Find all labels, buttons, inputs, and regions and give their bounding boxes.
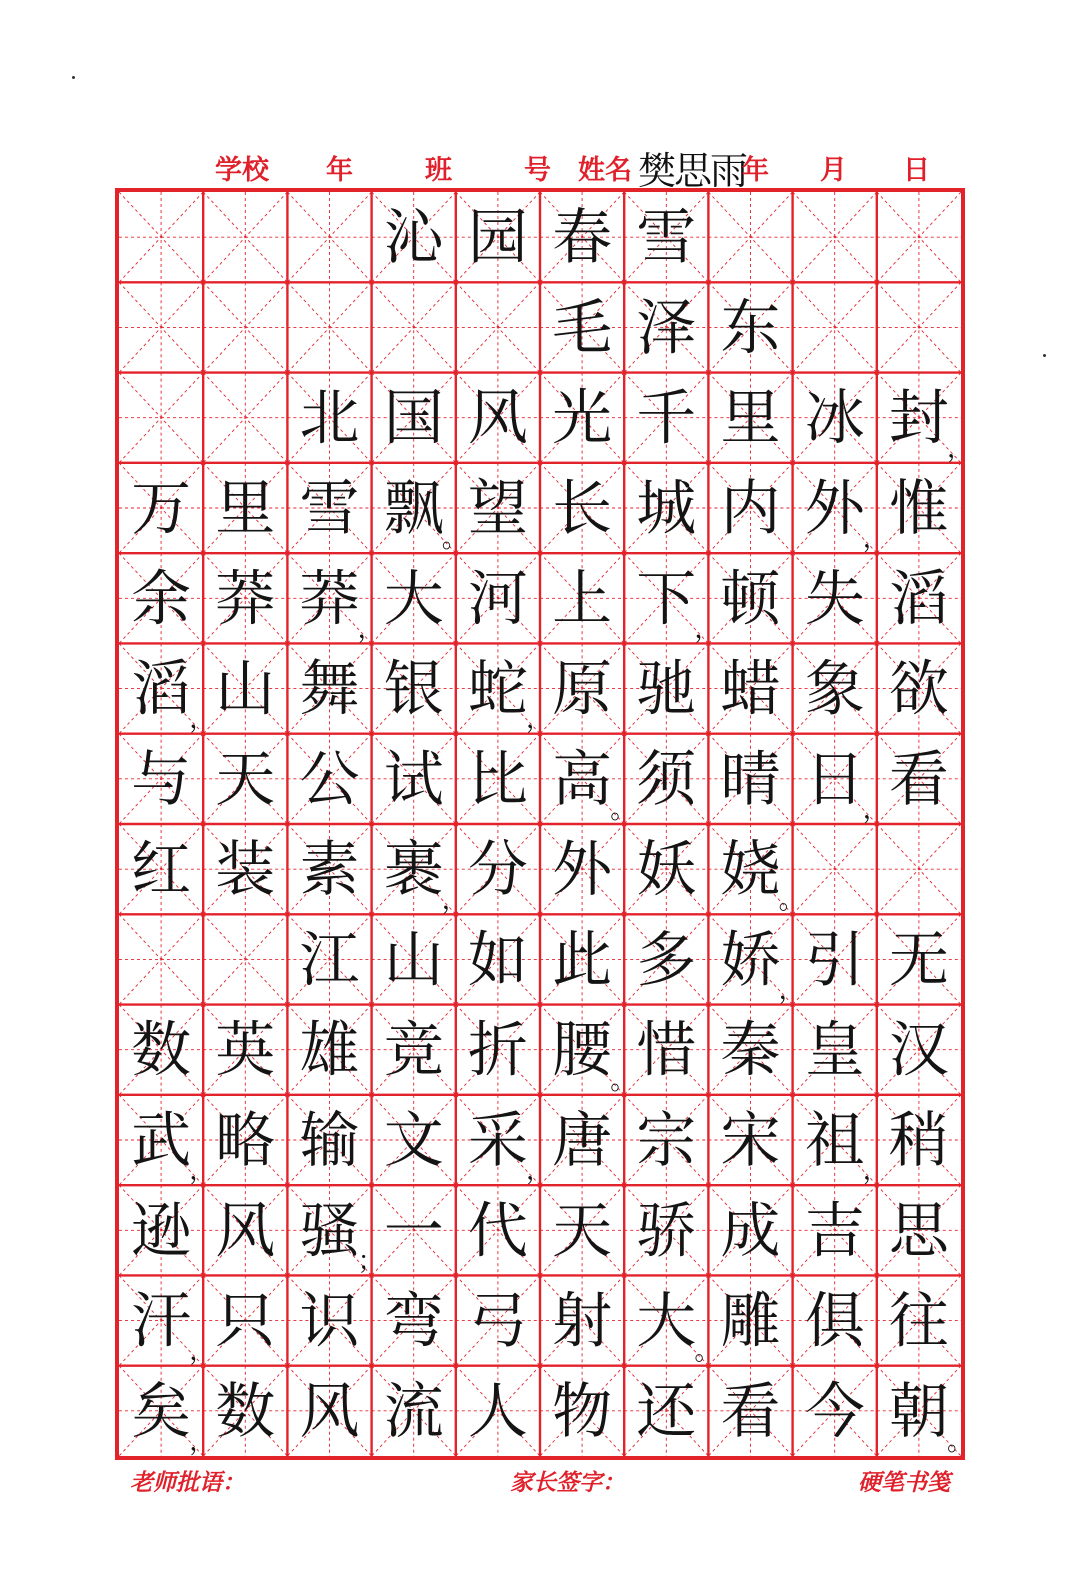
punctuation-mark: ，: [526, 1156, 553, 1187]
grid-character: 娆: [720, 835, 781, 906]
grid-character: 朝: [888, 1376, 949, 1447]
grid-character: 腰: [552, 1015, 613, 1086]
speck: [72, 76, 75, 79]
grid-guides: [119, 192, 961, 1456]
grid-character: 蛇: [467, 654, 528, 725]
grid-character: 看: [720, 1376, 781, 1447]
grid-character: 莽: [215, 564, 276, 635]
grid-character: 顿: [720, 564, 781, 635]
grid-character: 公: [299, 744, 360, 815]
grid-character: 高: [552, 744, 613, 815]
grid-character: 采: [467, 1106, 528, 1176]
grid-character: 数: [215, 1376, 276, 1447]
grid-character: 冰: [804, 383, 865, 454]
grid-character: 输: [299, 1106, 360, 1176]
grid-character: 外: [552, 835, 613, 906]
grid-character: 毛: [552, 293, 613, 364]
grid-character: 雪: [636, 203, 697, 274]
grid-character: 唐: [552, 1106, 613, 1176]
grid-character: 文: [383, 1106, 444, 1176]
writing-grid: [115, 188, 974, 1460]
punctuation-mark: ，: [694, 614, 721, 645]
grid-character: 往: [888, 1286, 949, 1357]
teacher-comment-label: 老师批语：: [130, 1469, 245, 1496]
grid-character: 山: [215, 654, 276, 725]
grid-character: 与: [131, 744, 192, 815]
grid-character: 试: [383, 744, 444, 815]
grid-character: 光: [552, 383, 613, 454]
grid-character: 园: [467, 203, 528, 274]
grid-character: 失: [804, 564, 865, 635]
grid-character: 欲: [888, 654, 949, 725]
punctuation-mark: ，: [189, 704, 216, 735]
speck: [1043, 354, 1046, 357]
grid-character: 矣: [131, 1376, 192, 1447]
grid-character: 天: [215, 744, 276, 815]
name-label: 姓名: [578, 155, 632, 186]
grid-character: 思: [888, 1196, 949, 1267]
grid-character: 飘: [383, 474, 444, 544]
grid-character: 余: [131, 564, 192, 635]
grid-character: 俱: [804, 1286, 865, 1357]
grid-character: 娇: [720, 925, 781, 996]
grid-character: 河: [467, 564, 528, 635]
grid-character: 略: [215, 1106, 276, 1176]
grid-character: 一: [383, 1196, 444, 1267]
grid-character: 日: [804, 744, 865, 815]
grid-character: 皇: [804, 1015, 865, 1086]
grid-character: 沁: [383, 203, 444, 274]
number-label: 号: [524, 155, 551, 186]
grid-character: 英: [215, 1015, 276, 1086]
grid-character: 滔: [131, 654, 192, 725]
grid-character: 风: [467, 383, 528, 454]
grid-character: 引: [804, 925, 865, 996]
grid-character: 千: [636, 383, 697, 454]
grid-character: 无: [888, 925, 949, 996]
grid-character: 城: [636, 474, 697, 544]
grid-character: 莽: [299, 564, 360, 635]
grid-character: 比: [467, 744, 528, 815]
grid-character: 晴: [720, 744, 781, 815]
grid-character: 今: [804, 1376, 865, 1447]
grid-character: 须: [636, 744, 697, 815]
grid-character: 山: [383, 925, 444, 996]
grid-character: 物: [552, 1376, 613, 1447]
punctuation-mark: ，: [862, 524, 889, 555]
grid-character: 江: [299, 925, 360, 996]
grid-character: 射: [552, 1286, 613, 1357]
grid-character: 国: [383, 383, 444, 454]
grid-character: 裹: [383, 835, 444, 906]
grid-character: 下: [636, 564, 697, 635]
grid-character: 秦: [720, 1015, 781, 1086]
mizige-grid: [119, 192, 974, 1457]
grid-character: 封: [888, 383, 949, 454]
grid-character: 汉: [888, 1015, 949, 1086]
grid-character: 望: [467, 474, 528, 544]
grid-character: 雪: [299, 474, 360, 544]
grid-character: 骄: [636, 1196, 697, 1267]
grid-character: 还: [636, 1376, 697, 1447]
grid-character: 宗: [636, 1106, 697, 1176]
grid-character: 弓: [467, 1286, 528, 1357]
student-name: 樊思雨: [638, 149, 747, 193]
punctuation-mark: ，: [441, 885, 468, 916]
punctuation-mark: ，: [189, 1156, 216, 1187]
grid-character: 舞: [299, 654, 360, 725]
grid-character: 红: [131, 835, 192, 906]
grid-character: 祖: [804, 1106, 865, 1176]
punctuation-mark: ，: [862, 1156, 889, 1187]
grid-character: 大: [383, 564, 444, 635]
punctuation-mark: ，: [778, 975, 805, 1006]
day-label: 日: [903, 155, 930, 186]
punctuation-mark: 。: [610, 1065, 637, 1096]
punctuation-mark: 。: [441, 524, 468, 555]
grid-character: 如: [467, 925, 528, 996]
grid-character: 象: [804, 654, 865, 725]
grid-character: 稍: [888, 1106, 949, 1176]
grid-character: 数: [131, 1015, 192, 1086]
grid-character: 蜡: [720, 654, 781, 725]
grid-character: 骚: [299, 1196, 360, 1267]
punctuation-mark: ，: [862, 795, 889, 825]
grid-character: 流: [383, 1376, 444, 1447]
punctuation-mark: ，: [947, 433, 974, 464]
grid-character: 大: [636, 1286, 697, 1357]
grid-character: 此: [552, 925, 613, 996]
grid-character: 汗: [131, 1286, 192, 1357]
grid-character: 天: [552, 1196, 613, 1267]
punctuation-mark: ；: [357, 1246, 384, 1277]
grid-character: 只: [215, 1286, 276, 1357]
grid-character: 内: [720, 474, 781, 544]
grid-character: 人: [467, 1376, 528, 1447]
punctuation-mark: 。: [610, 795, 637, 825]
grid-character: 春: [552, 203, 613, 274]
grid-character: 惜: [636, 1015, 697, 1086]
sheet-footer: [0, 1460, 1080, 1510]
grade-label: 年: [326, 155, 353, 186]
punctuation-mark: ，: [357, 614, 384, 645]
punctuation-mark: ，: [189, 1427, 216, 1457]
grid-character: 外: [804, 474, 865, 544]
punctuation-mark: 。: [947, 1427, 974, 1457]
grid-character: 装: [215, 835, 276, 906]
grid-character: 里: [720, 383, 781, 454]
year-label: 年: [742, 155, 769, 186]
grid-character: 风: [299, 1376, 360, 1447]
grid-character: 银: [383, 654, 444, 725]
grid-character: 里: [215, 474, 276, 544]
grid-character: 风: [215, 1196, 276, 1267]
grid-character: 素: [299, 835, 360, 906]
grid-character: 逊: [131, 1196, 192, 1267]
parent-signature-label: 家长签字：: [510, 1469, 625, 1496]
grid-character: 驰: [636, 654, 697, 725]
grid-character: 滔: [888, 564, 949, 635]
grid-character: 弯: [383, 1286, 444, 1357]
grid-character: 看: [888, 744, 949, 815]
grid-character: 妖: [636, 835, 697, 906]
punctuation-mark: 。: [778, 885, 805, 916]
grid-character: 武: [131, 1106, 192, 1176]
grid-character: 东: [720, 293, 781, 364]
grid-character: 雕: [720, 1286, 781, 1357]
sheet-header: [0, 140, 1080, 193]
grid-character: 代: [467, 1196, 528, 1267]
grid-character: 万: [131, 474, 192, 544]
grid-character: 北: [299, 383, 360, 454]
punctuation-mark: ，: [189, 1336, 216, 1367]
grid-character: 成: [720, 1196, 781, 1267]
grid-character: 泽: [636, 293, 697, 364]
month-label: 月: [820, 155, 847, 186]
grid-character: 原: [552, 654, 613, 725]
grid-character: 长: [552, 474, 613, 544]
punctuation-mark: ，: [526, 704, 553, 735]
grid-character: 识: [299, 1286, 360, 1357]
grid-character: 竞: [383, 1015, 444, 1086]
class-label: 班: [425, 155, 452, 186]
grid-character: 雄: [299, 1015, 360, 1086]
grid-character: 折: [467, 1015, 528, 1086]
grid-character: 分: [467, 835, 528, 906]
grid-character: 吉: [804, 1196, 865, 1267]
punctuation-mark: 。: [694, 1336, 721, 1367]
brand-label: 硬笔书笺: [858, 1469, 950, 1496]
grid-character: 上: [552, 564, 613, 635]
grid-character: 多: [636, 925, 697, 996]
grid-character: 惟: [888, 474, 949, 544]
grid-character: 宋: [720, 1106, 781, 1176]
school-label: 学校: [215, 155, 269, 186]
